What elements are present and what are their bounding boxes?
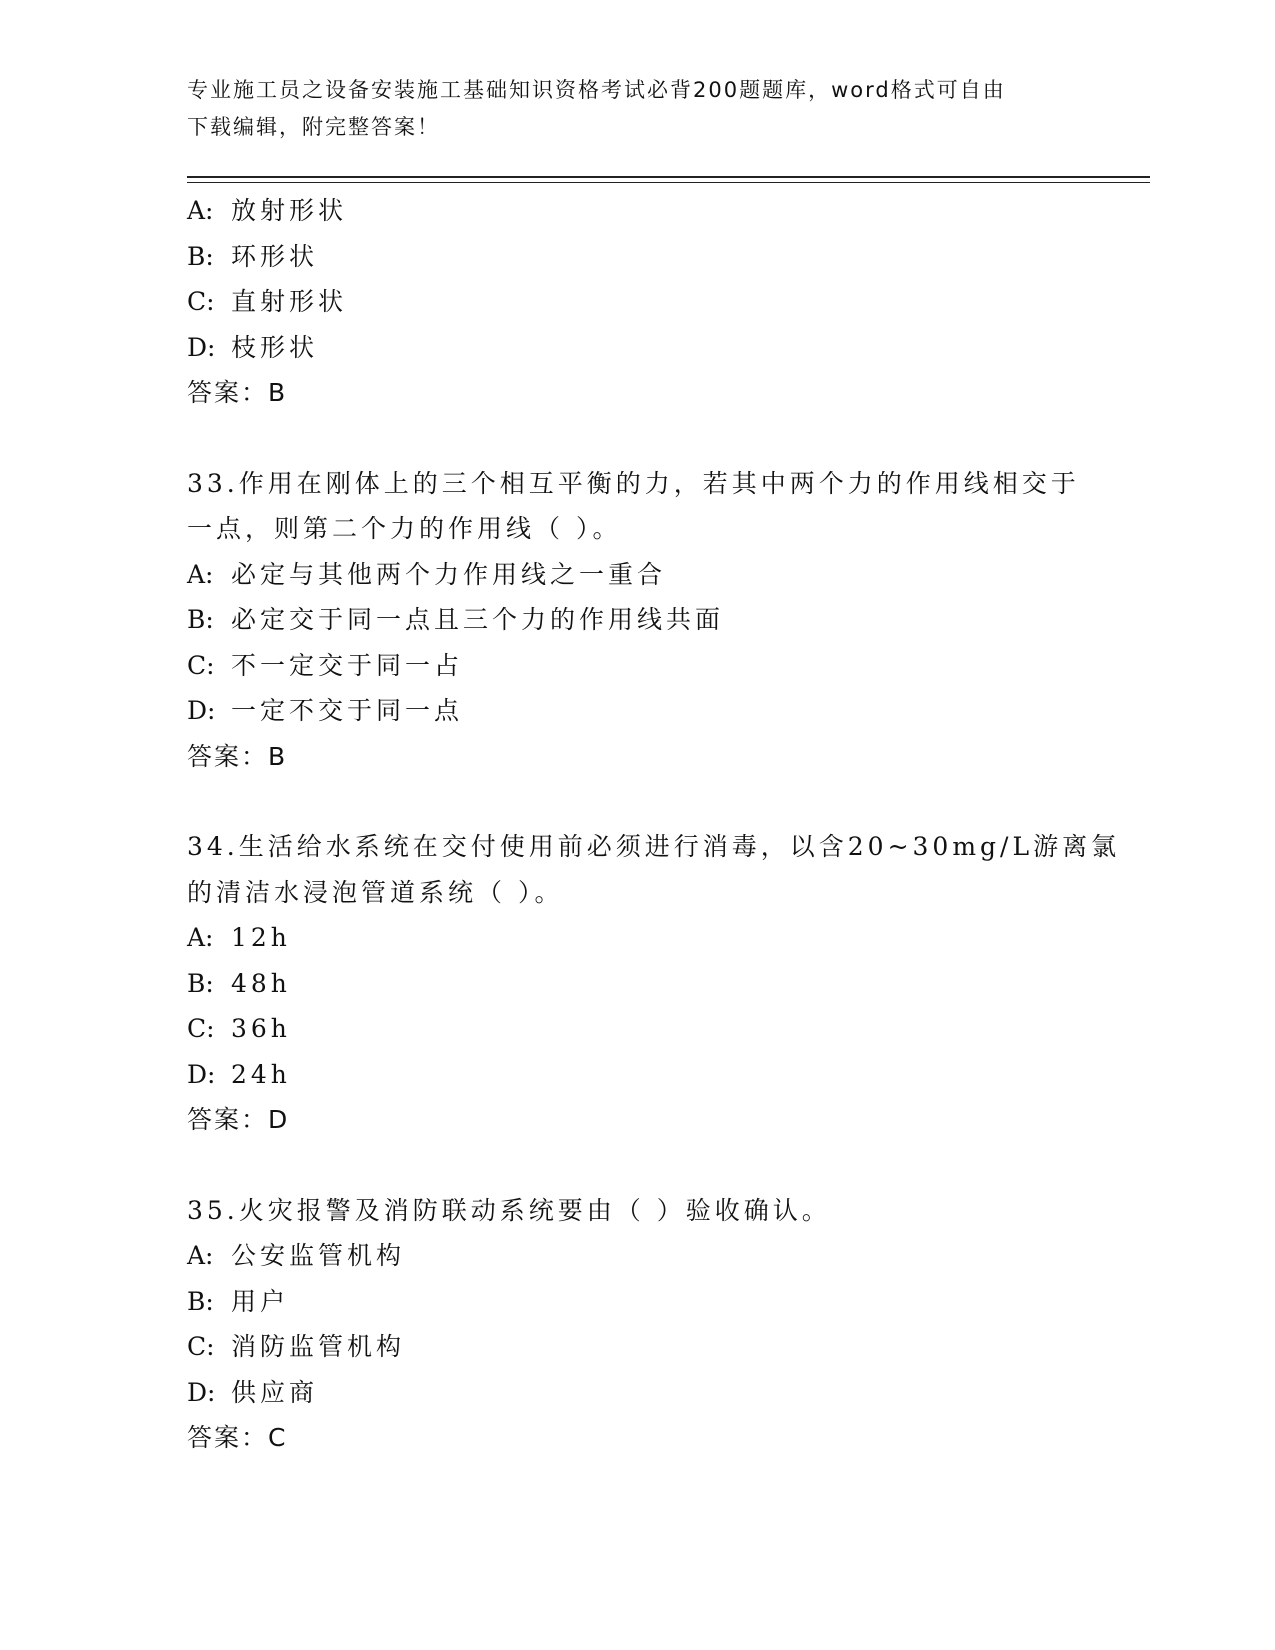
option-b bbox=[187, 961, 1087, 1007]
option-label: C: bbox=[187, 650, 215, 680]
option-a bbox=[187, 915, 1087, 961]
question-stem-continued: 的清洁水浸泡管道系统（ ）。 bbox=[187, 877, 564, 907]
option-label: C: bbox=[187, 1014, 215, 1043]
option-b bbox=[187, 597, 1087, 643]
option-d bbox=[187, 1370, 1087, 1416]
option-label: A: bbox=[187, 196, 214, 225]
header-divider-thin bbox=[187, 182, 1150, 183]
option-label: C: bbox=[187, 287, 215, 316]
option-a bbox=[187, 552, 1087, 598]
option-label: A: bbox=[187, 559, 214, 589]
option-label: C: bbox=[187, 1332, 215, 1361]
question-34 bbox=[187, 824, 1121, 1143]
option-label: A: bbox=[187, 923, 214, 952]
option-a bbox=[187, 1233, 1087, 1279]
answer: 答案：B bbox=[187, 378, 288, 407]
option-text: 枝形状 bbox=[231, 332, 319, 362]
option-text: 公安监管机构 bbox=[231, 1241, 406, 1270]
header-line-2: 下载编辑，附完整答案！ bbox=[187, 115, 440, 139]
option-text: 12h bbox=[231, 923, 291, 952]
question-list bbox=[187, 188, 1121, 1461]
question-33 bbox=[187, 461, 1087, 780]
option-d bbox=[187, 688, 1087, 734]
option-label: A: bbox=[187, 1241, 214, 1270]
header-line-1: 专业施工员之设备安装施工基础知识资格考试必背200题题库，word格式可自由 bbox=[187, 78, 1006, 102]
option-label: D: bbox=[187, 1059, 216, 1089]
option-label: B: bbox=[187, 241, 214, 271]
option-c bbox=[187, 1324, 1087, 1370]
option-label: D: bbox=[187, 1377, 216, 1407]
option-text: 必定交于同一点且三个力的作用线共面 bbox=[231, 605, 725, 634]
question-stem-continued: 一点，则第二个力的作用线（ ）。 bbox=[187, 514, 622, 543]
document-header bbox=[187, 72, 1067, 146]
question-stem: 33.作用在刚体上的三个相互平衡的力，若其中两个力的作用线相交于 bbox=[187, 468, 1080, 498]
option-label: B: bbox=[187, 1286, 214, 1316]
option-text: 一定不交于同一点 bbox=[231, 696, 464, 725]
option-text: 不一定交于同一占 bbox=[231, 650, 464, 680]
option-a bbox=[187, 188, 1087, 234]
answer: 答案：D bbox=[187, 1105, 290, 1134]
spacer bbox=[187, 416, 1087, 461]
spacer bbox=[187, 1143, 1087, 1188]
option-d bbox=[187, 325, 1087, 371]
option-b bbox=[187, 1279, 1087, 1325]
option-c bbox=[187, 279, 1087, 325]
option-text: 48h bbox=[231, 968, 291, 998]
option-text: 消防监管机构 bbox=[231, 1332, 406, 1361]
question-35 bbox=[187, 1188, 1087, 1461]
question-stem: 34.生活给水系统在交付使用前必须进行消毒，以含20~30mg/L游离氯 bbox=[187, 832, 1121, 861]
option-text: 直射形状 bbox=[231, 287, 348, 316]
option-c bbox=[187, 643, 1087, 689]
option-c bbox=[187, 1006, 1087, 1052]
option-b bbox=[187, 234, 1087, 280]
answer: 答案：B bbox=[187, 741, 288, 771]
header-divider-thick bbox=[187, 176, 1150, 178]
option-text: 供应商 bbox=[231, 1377, 319, 1407]
option-label: D: bbox=[187, 332, 216, 362]
option-d bbox=[187, 1052, 1087, 1098]
option-text: 用户 bbox=[231, 1286, 290, 1316]
option-label: B: bbox=[187, 605, 214, 634]
answer: 答案：C bbox=[187, 1423, 288, 1452]
option-label: D: bbox=[187, 696, 216, 725]
option-text: 24h bbox=[231, 1059, 291, 1089]
option-text: 放射形状 bbox=[231, 196, 348, 225]
option-text: 必定与其他两个力作用线之一重合 bbox=[231, 559, 667, 589]
option-label: B: bbox=[187, 968, 214, 998]
question-32 bbox=[187, 188, 1087, 416]
question-stem: 35.火灾报警及消防联动系统要由（ ）验收确认。 bbox=[187, 1195, 831, 1225]
option-text: 环形状 bbox=[231, 241, 319, 271]
spacer bbox=[187, 779, 1087, 824]
option-text: 36h bbox=[231, 1014, 291, 1043]
